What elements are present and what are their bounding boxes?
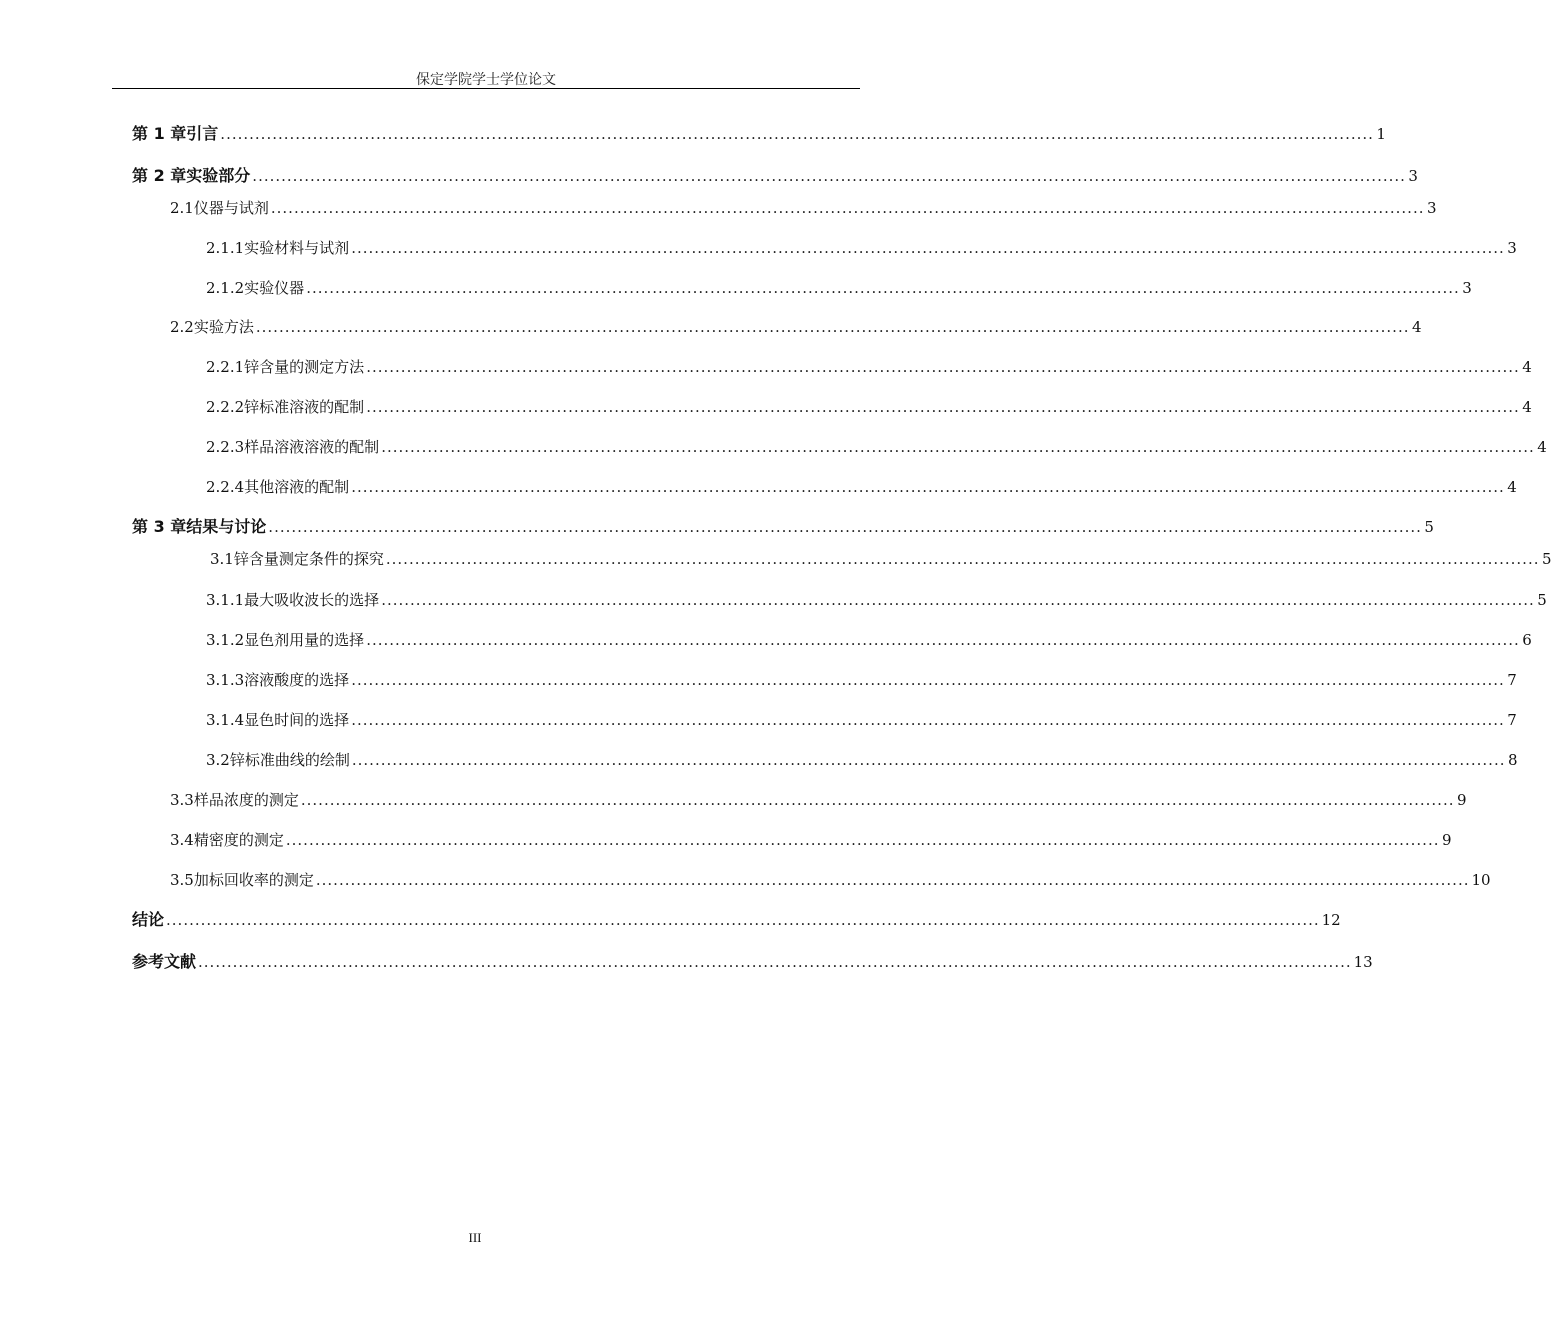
toc-entry-number: 2.1 bbox=[170, 199, 194, 217]
toc-entry-title: 锌标准曲线的绘制 bbox=[229, 751, 350, 769]
dot-leader: ........................................................................................................................................................................................................ bbox=[366, 398, 1520, 416]
toc-entry-number: 3.4 bbox=[170, 831, 194, 849]
toc-entry-page: 7 bbox=[1507, 711, 1517, 729]
toc-entry-number: 第 2 章 bbox=[132, 166, 187, 185]
toc-entry-page: 10 bbox=[1471, 871, 1491, 889]
toc-entry-page: 3 bbox=[1462, 279, 1472, 297]
toc-entry-number: 2.1.2 bbox=[206, 279, 245, 297]
dot-leader: ........................................................................................................................................................................................................ bbox=[351, 671, 1505, 689]
toc-entry[interactable] bbox=[170, 786, 1467, 810]
toc-entry[interactable] bbox=[206, 706, 1517, 730]
toc-entry-title: 结论 bbox=[132, 910, 165, 929]
toc-entry-number: 2.2.1 bbox=[206, 358, 245, 376]
toc-entry-title: 溶液酸度的选择 bbox=[244, 671, 350, 689]
toc-entry-number: 3.1.3 bbox=[206, 671, 245, 689]
toc-entry-page: 6 bbox=[1522, 631, 1532, 649]
toc-entry-title: 其他溶液的配制 bbox=[244, 478, 350, 496]
toc-entry-number: 2.2.3 bbox=[206, 438, 245, 456]
toc-entry-page: 12 bbox=[1321, 911, 1341, 929]
dot-leader: ........................................................................................................................................................................................................ bbox=[166, 911, 1320, 929]
dot-leader: ........................................................................................................................................................................................................ bbox=[255, 318, 1410, 336]
toc-entry-title: 精密度的测定 bbox=[193, 831, 284, 849]
toc-entry[interactable] bbox=[132, 948, 1373, 972]
toc-entry-title: 结果与讨论 bbox=[186, 517, 267, 536]
toc-entry[interactable] bbox=[206, 626, 1532, 650]
dot-leader: ........................................................................................................................................................................................................ bbox=[252, 167, 1406, 185]
toc-entry-page: 4 bbox=[1522, 358, 1532, 376]
toc-entry-title: 显色时间的选择 bbox=[244, 711, 350, 729]
toc-entry-title: 引言 bbox=[186, 124, 219, 143]
toc-entry-title: 加标回收率的测定 bbox=[193, 871, 314, 889]
toc-entry-number: 2.2.2 bbox=[206, 398, 245, 416]
toc-entry-page: 1 bbox=[1376, 125, 1386, 143]
toc-entry[interactable] bbox=[170, 194, 1437, 218]
toc-entry-page: 4 bbox=[1537, 438, 1547, 456]
toc-entry[interactable] bbox=[170, 866, 1491, 890]
toc-entry-page: 3 bbox=[1507, 239, 1517, 257]
toc-entry-title: 样品浓度的测定 bbox=[193, 791, 299, 809]
toc-entry-number: 3.1.4 bbox=[206, 711, 245, 729]
toc-entry-title: 实验方法 bbox=[193, 318, 254, 336]
dot-leader: ........................................................................................................................................................................................................ bbox=[351, 478, 1505, 496]
toc-entry-title: 参考文献 bbox=[132, 952, 197, 971]
toc-entry-number: 3.1 bbox=[210, 550, 234, 568]
page-header: 保定学院学士学位论文 bbox=[416, 72, 556, 88]
toc-entry[interactable] bbox=[206, 586, 1547, 610]
header-rule bbox=[112, 88, 860, 89]
toc-entry-number: 3.1.2 bbox=[206, 631, 245, 649]
toc-entry-page: 4 bbox=[1411, 318, 1422, 336]
dot-leader: ........................................................................................................................................................................................................ bbox=[381, 438, 1535, 456]
page-number: III bbox=[468, 1230, 482, 1245]
toc-entry-number: 第 3 章 bbox=[132, 517, 187, 536]
toc-entry-page: 5 bbox=[1541, 550, 1552, 568]
toc-entry-page: 4 bbox=[1507, 478, 1517, 496]
toc-entry-page: 13 bbox=[1353, 953, 1373, 971]
toc-entry-title: 显色剂用量的选择 bbox=[244, 631, 365, 649]
toc-entry-title: 实验部分 bbox=[186, 166, 251, 185]
toc-entry-page: 5 bbox=[1537, 591, 1547, 609]
toc-entry[interactable] bbox=[206, 353, 1532, 377]
dot-leader: ........................................................................................................................................................................................................ bbox=[381, 591, 1535, 609]
toc-entry-number: 2.2.4 bbox=[206, 478, 245, 496]
toc-entry-page: 7 bbox=[1507, 671, 1517, 689]
toc-entry[interactable] bbox=[132, 162, 1418, 186]
toc-entry-title: 仪器与试剂 bbox=[193, 199, 269, 217]
toc-entry-page: 3 bbox=[1426, 199, 1437, 217]
toc-entry-number: 第 1 章 bbox=[132, 124, 187, 143]
dot-leader: ........................................................................................................................................................................................................ bbox=[306, 279, 1460, 297]
toc-entry-page: 4 bbox=[1522, 398, 1532, 416]
toc-entry[interactable] bbox=[206, 746, 1518, 770]
toc-entry-page: 9 bbox=[1441, 831, 1452, 849]
toc-entry[interactable] bbox=[132, 513, 1434, 537]
toc-entry-title: 锌含量的测定方法 bbox=[244, 358, 365, 376]
dot-leader: ........................................................................................................................................................................................................ bbox=[351, 711, 1505, 729]
toc-entry[interactable] bbox=[206, 433, 1547, 457]
toc-entry-page: 9 bbox=[1456, 791, 1467, 809]
dot-leader: ........................................................................................................................................................................................................ bbox=[366, 631, 1520, 649]
toc-entry-title: 实验材料与试剂 bbox=[244, 239, 350, 257]
dot-leader: ........................................................................................................................................................................................................ bbox=[198, 953, 1352, 971]
toc-entry[interactable] bbox=[132, 906, 1341, 930]
toc-entry[interactable] bbox=[206, 274, 1472, 298]
toc-entry[interactable] bbox=[170, 313, 1422, 337]
dot-leader: ........................................................................................................................................................................................................ bbox=[300, 791, 1455, 809]
toc-entry-title: 锌标准溶液的配制 bbox=[244, 398, 365, 416]
toc-entry-number: 3.1.1 bbox=[206, 591, 245, 609]
dot-leader: ........................................................................................................................................................................................................ bbox=[268, 518, 1422, 536]
dot-leader: ........................................................................................................................................................................................................ bbox=[270, 199, 1425, 217]
toc-entry[interactable] bbox=[206, 473, 1517, 497]
dot-leader: ........................................................................................................................................................................................................ bbox=[285, 831, 1440, 849]
toc-entry-title: 锌含量测定条件的探究 bbox=[233, 550, 384, 568]
dot-leader: ........................................................................................................................................................................................................ bbox=[385, 550, 1540, 568]
dot-leader: ........................................................................................................................................................................................................ bbox=[351, 239, 1505, 257]
toc-entry[interactable] bbox=[206, 666, 1517, 690]
toc-entry[interactable] bbox=[206, 393, 1532, 417]
toc-entry-number: 3.2 bbox=[206, 751, 230, 769]
toc-entry-page: 5 bbox=[1424, 518, 1434, 536]
dot-leader: ........................................................................................................................................................................................................ bbox=[315, 871, 1470, 889]
dot-leader: ........................................................................................................................................................................................................ bbox=[351, 751, 1506, 769]
toc-entry-number: 2.1.1 bbox=[206, 239, 245, 257]
toc-entry[interactable] bbox=[170, 826, 1452, 850]
toc-entry-number: 2.2 bbox=[170, 318, 194, 336]
toc-entry-title: 样品溶液溶液的配制 bbox=[244, 438, 380, 456]
toc-entry-number: 3.3 bbox=[170, 791, 194, 809]
toc-entry-page: 8 bbox=[1507, 751, 1518, 769]
toc-entry-title: 最大吸收波长的选择 bbox=[244, 591, 380, 609]
toc-entry[interactable] bbox=[206, 234, 1517, 258]
dot-leader: ........................................................................................................................................................................................................ bbox=[220, 125, 1374, 143]
toc-entry[interactable] bbox=[132, 120, 1386, 144]
toc-entry[interactable] bbox=[210, 545, 1552, 569]
toc-entry-title: 实验仪器 bbox=[244, 279, 305, 297]
toc-entry-number: 3.5 bbox=[170, 871, 194, 889]
toc-entry-page: 3 bbox=[1408, 167, 1418, 185]
dot-leader: ........................................................................................................................................................................................................ bbox=[366, 358, 1520, 376]
